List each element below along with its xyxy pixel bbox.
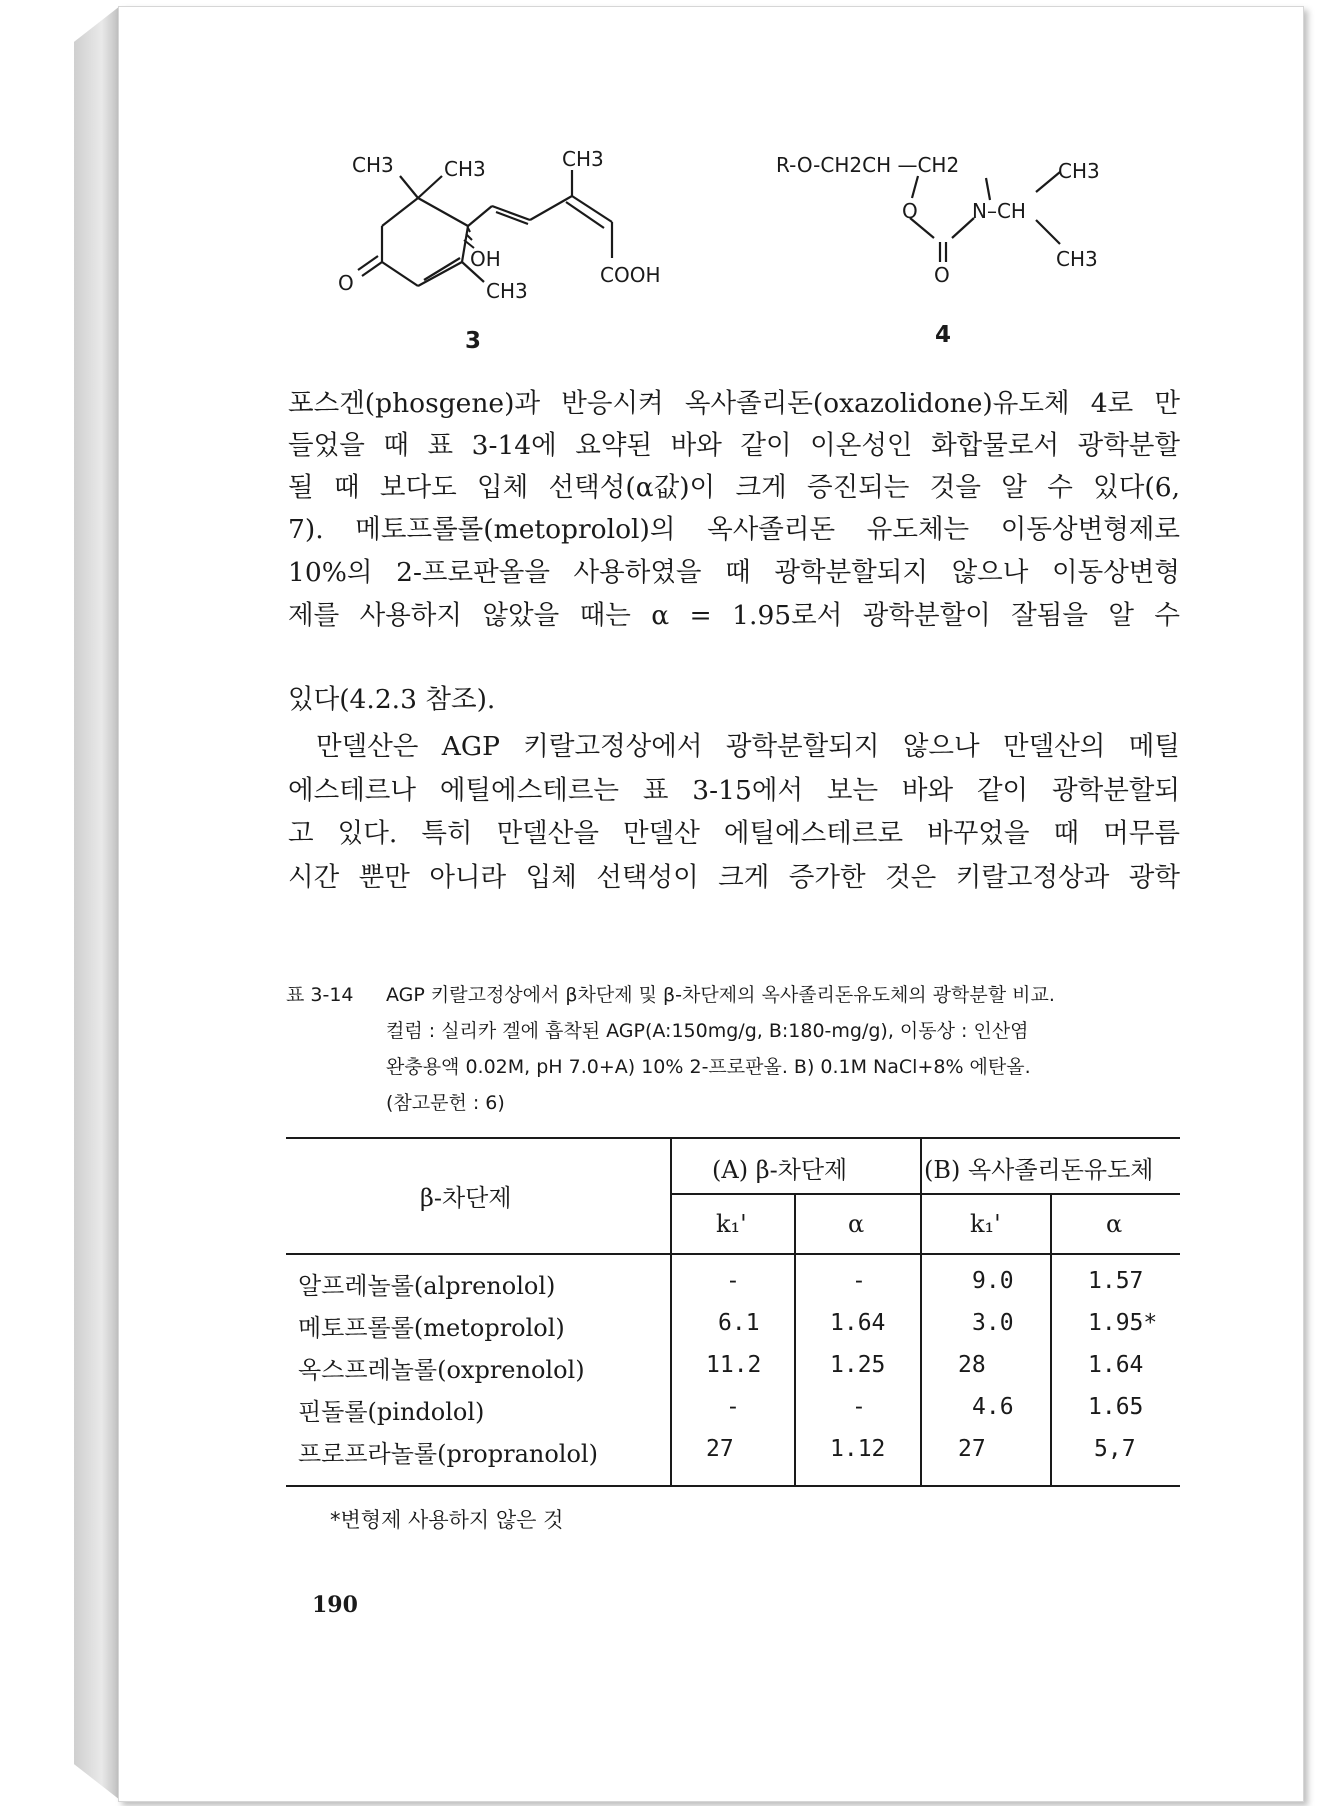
text-line: 제를 사용하지 않았을 때는 α = 1.95로서 광학분할이 잘됨을 알 수 <box>288 600 1180 631</box>
text-line: 있다(4.2.3 참조). <box>288 684 496 715</box>
drug-name: 메토프롤롤(metoprolol) <box>298 1314 565 1342</box>
a-alpha-value: - <box>852 1394 866 1420</box>
label-ch3: CH3 <box>486 279 528 303</box>
b-k-value: 28 <box>958 1352 986 1378</box>
row-header-label: β-차단제 <box>420 1184 512 1212</box>
b-alpha-value: 1.65 <box>1088 1394 1144 1420</box>
compound-number-3: 3 <box>465 328 482 354</box>
table-subheader-rule <box>670 1193 1180 1195</box>
caption-line: 완충용액 0.02M, pH 7.0+A) 10% 2-프로판올. B) 0.1M NaCl+8% 에탄올. <box>386 1056 1031 1078</box>
label-cooh: COOH <box>600 263 661 287</box>
table-col-divider <box>794 1194 796 1486</box>
col-alpha-header: α <box>1106 1210 1123 1238</box>
label-ch3: CH3 <box>444 157 486 181</box>
caption-line: 컬럼 : 실리카 겔에 흡착된 AGP(A:150mg/g, B:180-mg/g), 이동상 : 인산염 <box>386 1020 1029 1042</box>
b-alpha-value: 5,7 <box>1094 1436 1136 1462</box>
a-alpha-value: 1.64 <box>830 1310 886 1336</box>
a-k-value: 11.2 <box>706 1352 762 1378</box>
b-alpha-value: 1.57 <box>1088 1268 1144 1294</box>
text-line: 시간 뿐만 아니라 입체 선택성이 크게 증가한 것은 키랄고정상과 광학 <box>288 862 1180 893</box>
label-o: O <box>934 263 950 287</box>
label-ch3: CH3 <box>562 147 604 171</box>
a-k-value: 27 <box>706 1436 734 1462</box>
col-alpha-header: α <box>848 1210 865 1238</box>
drug-name: 핀돌롤(pindolol) <box>298 1398 485 1426</box>
drug-name: 알프레놀롤(alprenolol) <box>298 1272 556 1300</box>
table-col-divider <box>1050 1194 1052 1486</box>
chemical-structures <box>0 0 1318 370</box>
b-k-value: 9.0 <box>972 1268 1014 1294</box>
col-k-header: k₁' <box>970 1210 1001 1238</box>
b-k-value: 3.0 <box>972 1310 1014 1336</box>
b-alpha-value: 1.95* <box>1088 1310 1158 1336</box>
caption-label: 표 3-14 <box>286 984 354 1006</box>
text-line: 포스겐(phosgene)과 반응시켜 옥사졸리돈(oxazolidone)유도체 4로 만 <box>288 388 1180 419</box>
b-alpha-value: 1.64 <box>1088 1352 1144 1378</box>
caption-line: AGP 키랄고정상에서 β차단제 및 β-차단제의 옥사졸리돈유도체의 광학분할 비교. <box>386 984 1055 1006</box>
text-line: 10%의 2-프로판올을 사용하였을 때 광학분할되지 않으나 이동상변형 <box>288 557 1180 588</box>
label-o: O <box>338 271 354 295</box>
a-k-value: 6.1 <box>718 1310 760 1336</box>
text-line: 들었을 때 표 3-14에 요약된 바와 같이 이온성인 화합물로서 광학분할 <box>288 430 1180 461</box>
group-a-header: (A) β-차단제 <box>712 1156 848 1184</box>
text-line: 될 때 보다도 입체 선택성(α값)이 크게 증진되는 것을 알 수 있다(6, <box>288 472 1180 503</box>
label-ch3: CH3 <box>1058 159 1100 183</box>
b-k-value: 4.6 <box>972 1394 1014 1420</box>
label-formula: R-O-CH2CH —CH2 <box>776 153 960 177</box>
table-top-rule <box>286 1137 1180 1139</box>
label-oh: OH <box>470 247 501 271</box>
table-col-divider <box>670 1138 672 1486</box>
drug-name: 옥스프레놀롤(oxprenolol) <box>298 1356 585 1384</box>
group-b-header: (B) 옥사졸리돈유도체 <box>924 1156 1154 1184</box>
page-number: 190 <box>312 1592 358 1618</box>
a-alpha-value: - <box>852 1268 866 1294</box>
col-k-header: k₁' <box>716 1210 747 1238</box>
label-o: O <box>902 199 918 223</box>
text-line: 에스테르나 에틸에스테르는 표 3-15에서 보는 바와 같이 광학분할되 <box>288 775 1180 806</box>
text-line: 만델산은 AGP 키랄고정상에서 광학분할되지 않으나 만델산의 메틸 <box>316 731 1180 762</box>
table-header-rule <box>286 1253 1180 1255</box>
label-ch3: CH3 <box>1056 247 1098 271</box>
compound-number-4: 4 <box>935 322 952 348</box>
a-k-value: - <box>726 1268 740 1294</box>
b-k-value: 27 <box>958 1436 986 1462</box>
text-line: 7). 메토프롤롤(metoprolol)의 옥사졸리돈 유도체는 이동상변형제로 <box>288 514 1180 545</box>
drug-name: 프로프라놀롤(propranolol) <box>298 1440 598 1468</box>
table-col-divider <box>920 1138 922 1486</box>
table-footnote: *변형제 사용하지 않은 것 <box>330 1508 564 1532</box>
table-bottom-rule <box>286 1485 1180 1487</box>
label-n-ch: N–CH <box>972 199 1026 223</box>
a-alpha-value: 1.25 <box>830 1352 886 1378</box>
label-ch3: CH3 <box>352 153 394 177</box>
a-alpha-value: 1.12 <box>830 1436 886 1462</box>
a-k-value: - <box>726 1394 740 1420</box>
text-line: 고 있다. 특히 만델산을 만델산 에틸에스테르로 바꾸었을 때 머무름 <box>288 818 1180 849</box>
caption-line: (참고문헌 : 6) <box>386 1092 505 1114</box>
